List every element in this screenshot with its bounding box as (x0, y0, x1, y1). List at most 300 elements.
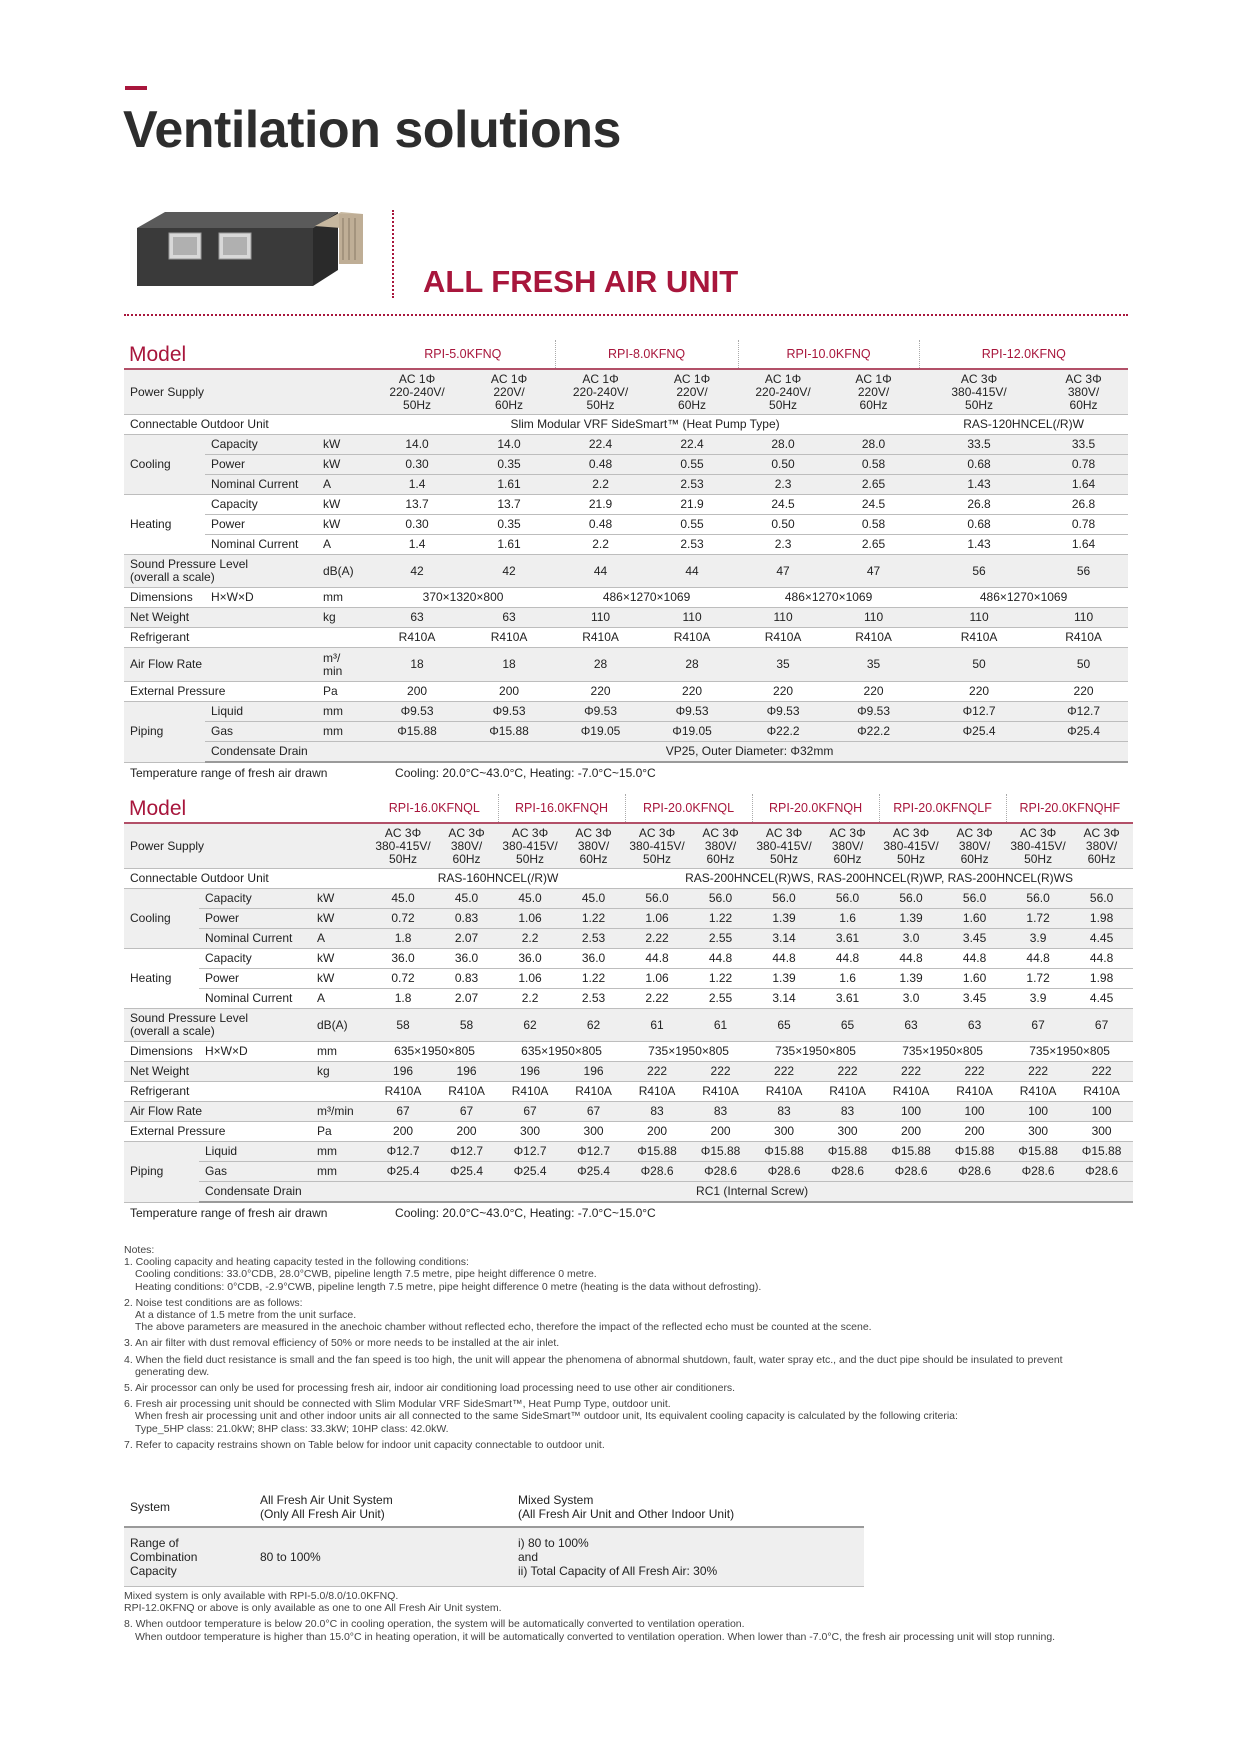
cell: 222 (879, 1062, 943, 1082)
cell: 44.8 (879, 949, 943, 969)
cell: Φ15.88 (879, 1142, 943, 1162)
row-label: Condensate Drain (199, 1182, 371, 1203)
horizontal-divider (124, 314, 1128, 316)
cell: 24.5 (738, 495, 828, 515)
sound-label: Sound Pressure Level (overall a scale) (124, 555, 317, 588)
model-row (124, 340, 1128, 369)
note: When fresh air processing unit and other indoor units air all connected to the same SideSmart™ outdoor unit, Its equivalent cooling capacity is calculated by the following criteria: (135, 1410, 958, 1423)
notes-heading: Notes: (124, 1244, 155, 1256)
cell: 222 (1006, 1062, 1070, 1082)
cell: 2.55 (689, 989, 752, 1009)
cell: 2.2 (555, 475, 646, 495)
note: 1. Cooling capacity and heating capacity tested in the following conditions: (124, 1256, 469, 1269)
cell: 67 (498, 1102, 562, 1122)
cell: R410A (1006, 1082, 1070, 1102)
cell: 220 (919, 682, 1039, 702)
cell: 1.22 (562, 969, 625, 989)
unit-label: kW (317, 455, 371, 475)
power-supply-label: Power Supply (124, 369, 371, 415)
row-label: Gas (199, 1162, 311, 1182)
cell: Φ15.88 (689, 1142, 752, 1162)
table-row (124, 889, 1133, 909)
cell: 22.4 (555, 435, 646, 455)
table-row (124, 702, 1128, 722)
model-label: Model (124, 340, 371, 369)
weight-label: Net Weight (124, 608, 317, 628)
cell: 44 (646, 555, 738, 588)
table-row (124, 949, 1133, 969)
power-supply-cell: AC 3Φ 380V/ 60Hz (943, 823, 1006, 869)
cell: 0.72 (371, 969, 435, 989)
cell: 1.72 (1006, 969, 1070, 989)
cell: 100 (1070, 1102, 1133, 1122)
power-supply-cell: AC 3Φ 380V/ 60Hz (1070, 823, 1133, 869)
notes-section-2 (124, 1590, 1144, 1647)
refrigerant-row (124, 628, 1128, 648)
cell: 36.0 (371, 949, 435, 969)
pressure-label: External Pressure (124, 682, 317, 702)
cell: 3.61 (816, 989, 879, 1009)
refrigerant-label: Refrigerant (124, 628, 371, 648)
cell: Φ9.53 (371, 702, 463, 722)
cell: 14.0 (371, 435, 463, 455)
unit-label: mm (317, 588, 371, 608)
note: Mixed system is only available with RPI-5.0/8.0/10.0KFNQ. (124, 1590, 399, 1602)
table-row (124, 929, 1133, 949)
cell: 63 (371, 608, 463, 628)
cell: 0.83 (435, 969, 498, 989)
cell: Φ15.88 (625, 1142, 689, 1162)
cell: 0.30 (371, 515, 463, 535)
table-row (124, 455, 1128, 475)
cell: Φ15.88 (816, 1142, 879, 1162)
cell: R410A (646, 628, 738, 648)
pressure-label: External Pressure (124, 1122, 311, 1142)
note: 3. An air filter with dust removal efficiency of 50% or more needs to be installed at the air inlet. (124, 1337, 560, 1350)
cell: 0.78 (1039, 455, 1128, 475)
table-row (124, 535, 1128, 555)
cell: 45.0 (435, 889, 498, 909)
row-label: Capacity (205, 435, 317, 455)
cell: 4.45 (1070, 929, 1133, 949)
cell: 2.53 (646, 475, 738, 495)
row-label: Condensate Drain (205, 742, 371, 763)
unit-label: m³/ min (317, 648, 371, 682)
cell: 45.0 (498, 889, 562, 909)
note: Heating conditions: 0°CDB, -2.9°CWB, pipeline length 7.5 metre, pipe height difference 0 metre (heating is the data without defrosting). (135, 1280, 762, 1293)
cell: 44.8 (752, 949, 816, 969)
unit-label: kW (311, 949, 371, 969)
unit-label: A (311, 929, 371, 949)
cell: R410A (555, 628, 646, 648)
model-name: RPI-20.0KFNQH (752, 794, 879, 823)
note: The above parameters are measured in the anechoic chamber without reflected echo, therefore the impact of the reflected echo must be counted at the scene. (135, 1321, 872, 1334)
cell: R410A (943, 1082, 1006, 1102)
cell: 2.65 (828, 535, 919, 555)
system-cell: i) 80 to 100% and ii) Total Capacity of All Fresh Air: 30% (512, 1527, 864, 1587)
cell: 3.45 (943, 989, 1006, 1009)
model-name: RPI-10.0KFNQ (738, 340, 919, 369)
outdoor-unit-label: Connectable Outdoor Unit (124, 415, 371, 435)
table-row (124, 989, 1133, 1009)
note: 7. Refer to capacity restrains shown on Table below for indoor unit capacity connectable to outdoor unit. (124, 1438, 605, 1451)
cell: 3.9 (1006, 989, 1070, 1009)
temp-label: Temperature range of fresh air drawn (124, 1202, 371, 1223)
power-supply-label: Power Supply (124, 823, 371, 869)
power-supply-row (124, 823, 1133, 869)
cell: 1.72 (1006, 909, 1070, 929)
table-row (124, 1527, 864, 1587)
note: 4. When the field duct resistance is small and the fan speed is too high, the unit will appear the phenomena of abnormal shutdown, fault, water spray etc., and the duct pipe should be insulated to prevent (124, 1353, 1063, 1366)
cell: Φ25.4 (435, 1162, 498, 1182)
cell: 735×1950×805 (879, 1042, 1006, 1062)
cell: R410A (919, 628, 1039, 648)
cell: 1.22 (562, 909, 625, 929)
table-row (124, 969, 1133, 989)
outdoor-unit-row (124, 869, 1133, 889)
cell: 1.06 (625, 909, 689, 929)
cell: Φ19.05 (646, 722, 738, 742)
cell: 36.0 (435, 949, 498, 969)
airflow-label: Air Flow Rate (124, 648, 317, 682)
power-supply-cell: AC 3Φ 380-415V/ 50Hz (625, 823, 689, 869)
cell: Φ19.05 (555, 722, 646, 742)
cell: 200 (371, 1122, 435, 1142)
dimensions-label: Dimensions (124, 588, 205, 608)
cell: R410A (1070, 1082, 1133, 1102)
cell: 200 (371, 682, 463, 702)
cell: Φ22.2 (738, 722, 828, 742)
cell: 635×1950×805 (371, 1042, 498, 1062)
cell: 22.4 (646, 435, 738, 455)
power-supply-cell: AC 3Φ 380-415V/ 50Hz (498, 823, 562, 869)
cell: Φ15.88 (1070, 1142, 1133, 1162)
cell: 67 (371, 1102, 435, 1122)
cell: 196 (435, 1062, 498, 1082)
cell: 100 (879, 1102, 943, 1122)
cell: 56 (919, 555, 1039, 588)
cell: Φ25.4 (1039, 722, 1128, 742)
cell: 67 (1006, 1009, 1070, 1042)
unit-label: kg (317, 608, 371, 628)
unit-label: kW (311, 889, 371, 909)
cell: 1.60 (943, 909, 1006, 929)
cell: 3.61 (816, 929, 879, 949)
system-header: System (124, 1488, 254, 1527)
cell: 2.53 (562, 989, 625, 1009)
cell: 220 (1039, 682, 1128, 702)
cell: R410A (828, 628, 919, 648)
cell: 42 (371, 555, 463, 588)
note: At a distance of 1.5 metre from the unit surface. (135, 1309, 357, 1322)
cell: 58 (435, 1009, 498, 1042)
cell: 196 (562, 1062, 625, 1082)
refrigerant-row (124, 1082, 1133, 1102)
cell: 486×1270×1069 (738, 588, 919, 608)
row-label: Power (205, 515, 317, 535)
cell: Φ28.6 (689, 1162, 752, 1182)
cell: 56.0 (1070, 889, 1133, 909)
cell: 222 (1070, 1062, 1133, 1082)
cell: 2.22 (625, 929, 689, 949)
cell: 100 (1006, 1102, 1070, 1122)
outdoor-unit-row (124, 415, 1128, 435)
cell: 3.14 (752, 989, 816, 1009)
cell: 1.06 (625, 969, 689, 989)
cell: 35 (738, 648, 828, 682)
unit-label: A (317, 535, 371, 555)
cell: Φ28.6 (1006, 1162, 1070, 1182)
power-supply-cell: AC 3Φ 380V/ 60Hz (562, 823, 625, 869)
cell: 28.0 (828, 435, 919, 455)
cell: 45.0 (371, 889, 435, 909)
outdoor-unit-value: Slim Modular VRF SideSmart™ (Heat Pump Type) (371, 415, 919, 435)
cell: 18 (463, 648, 555, 682)
cell: 200 (879, 1122, 943, 1142)
cell: 0.58 (828, 455, 919, 475)
cell: Φ28.6 (625, 1162, 689, 1182)
cell: 26.8 (919, 495, 1039, 515)
cell: 300 (562, 1122, 625, 1142)
cell: 44.8 (689, 949, 752, 969)
power-supply-cell: AC 1Φ 220V/ 60Hz (463, 369, 555, 415)
cell: 2.3 (738, 475, 828, 495)
cell: 45.0 (562, 889, 625, 909)
dimensions-row (124, 1042, 1133, 1062)
cell: 1.39 (879, 969, 943, 989)
pressure-row (124, 1122, 1133, 1142)
cell: 13.7 (371, 495, 463, 515)
system-header: All Fresh Air Unit System (Only All Fresh Air Unit) (254, 1488, 512, 1527)
cell: 2.2 (555, 535, 646, 555)
cell: 3.9 (1006, 929, 1070, 949)
temp-value: Cooling: 20.0°C~43.0°C, Heating: -7.0°C~15.0°C (371, 1202, 1133, 1223)
cell: 0.55 (646, 515, 738, 535)
system-cell: 80 to 100% (254, 1527, 512, 1587)
spec-table-1 (124, 340, 1128, 783)
cell: 200 (435, 1122, 498, 1142)
cell: 110 (738, 608, 828, 628)
cell: 222 (689, 1062, 752, 1082)
table-row (124, 475, 1128, 495)
cell: Φ22.2 (828, 722, 919, 742)
cell: 220 (738, 682, 828, 702)
cell: 1.61 (463, 475, 555, 495)
model-name: RPI-16.0KFNQH (498, 794, 625, 823)
outdoor-unit-value: RAS-160HNCEL(/R)W (371, 869, 625, 889)
cell: 222 (816, 1062, 879, 1082)
model-name: RPI-16.0KFNQL (371, 794, 498, 823)
cell: 0.83 (435, 909, 498, 929)
cell: 62 (562, 1009, 625, 1042)
cell: 1.43 (919, 475, 1039, 495)
note: RPI-12.0KFNQ or above is only available as one to one All Fresh Air Unit system. (124, 1602, 502, 1615)
cell: 28 (646, 648, 738, 682)
row-label: Capacity (199, 949, 311, 969)
row-label: Liquid (205, 702, 317, 722)
cell: 2.53 (646, 535, 738, 555)
cell: 1.98 (1070, 909, 1133, 929)
table-row (124, 515, 1128, 535)
cell: VP25, Outer Diameter: Φ32mm (371, 742, 1128, 763)
temp-value: Cooling: 20.0°C~43.0°C, Heating: -7.0°C~15.0°C (371, 762, 1128, 783)
cell: R410A (463, 628, 555, 648)
cell: 0.68 (919, 455, 1039, 475)
airflow-row (124, 648, 1128, 682)
temp-row (124, 762, 1128, 783)
cell: 0.58 (828, 515, 919, 535)
unit-label: kg (311, 1062, 371, 1082)
cell: 1.4 (371, 535, 463, 555)
cell: R410A (562, 1082, 625, 1102)
cell: 24.5 (828, 495, 919, 515)
cell: 300 (752, 1122, 816, 1142)
cell: 300 (1070, 1122, 1133, 1142)
vertical-divider (392, 210, 394, 298)
unit-label: A (317, 475, 371, 495)
temp-label: Temperature range of fresh air drawn (124, 762, 371, 783)
unit-label: kW (317, 435, 371, 455)
cell: 2.53 (562, 929, 625, 949)
unit-label: Pa (317, 682, 371, 702)
cell: 735×1950×805 (625, 1042, 752, 1062)
cell: Φ28.6 (1070, 1162, 1133, 1182)
cell: 1.98 (1070, 969, 1133, 989)
cell: 63 (943, 1009, 1006, 1042)
table-row (124, 1182, 1133, 1203)
pressure-row (124, 682, 1128, 702)
cell: 1.61 (463, 535, 555, 555)
row-label: Gas (205, 722, 317, 742)
power-supply-cell: AC 1Φ 220-240V/ 50Hz (555, 369, 646, 415)
cell: Φ12.7 (498, 1142, 562, 1162)
dimensions-row (124, 588, 1128, 608)
cooling-label: Cooling (124, 889, 199, 949)
model-label: Model (124, 794, 371, 823)
row-label: H×W×D (199, 1042, 311, 1062)
cell: Φ25.4 (919, 722, 1039, 742)
note: 5. Air processor can only be used for processing fresh air, indoor air conditioning load processing need to use other air conditioners. (124, 1382, 736, 1395)
note: generating dew. (135, 1365, 210, 1378)
cell: 1.22 (689, 909, 752, 929)
system-cell: Range of Combination Capacity (124, 1527, 254, 1587)
cell: R410A (625, 1082, 689, 1102)
cell: 300 (816, 1122, 879, 1142)
sound-row (124, 555, 1128, 588)
cell: 3.45 (943, 929, 1006, 949)
cell: 1.64 (1039, 475, 1128, 495)
cell: 56.0 (1006, 889, 1070, 909)
weight-row (124, 608, 1128, 628)
model-name: RPI-20.0KFNQLF (879, 794, 1006, 823)
cell: 35 (828, 648, 919, 682)
cell: Φ12.7 (371, 1142, 435, 1162)
section-subtitle: ALL FRESH AIR UNIT (423, 264, 739, 299)
row-label: Capacity (205, 495, 317, 515)
power-supply-cell: AC 1Φ 220V/ 60Hz (646, 369, 738, 415)
notes-section (124, 1244, 1144, 1455)
cell: 61 (625, 1009, 689, 1042)
cell: 1.6 (816, 909, 879, 929)
unit-label: kW (311, 969, 371, 989)
cell: 735×1950×805 (1006, 1042, 1133, 1062)
system-header: Mixed System (All Fresh Air Unit and Other Indoor Unit) (512, 1488, 864, 1527)
cell: Φ25.4 (371, 1162, 435, 1182)
fresh-air-unit-image (133, 206, 369, 290)
cell: Φ15.88 (463, 722, 555, 742)
cell: 33.5 (919, 435, 1039, 455)
cell: 21.9 (646, 495, 738, 515)
table-row (124, 909, 1133, 929)
sound-row (124, 1009, 1133, 1042)
cell: 83 (752, 1102, 816, 1122)
cell: Φ9.53 (555, 702, 646, 722)
cell: 222 (625, 1062, 689, 1082)
page-title: Ventilation solutions (123, 101, 621, 159)
cell: 0.35 (463, 515, 555, 535)
cell: 83 (816, 1102, 879, 1122)
cell: 300 (498, 1122, 562, 1142)
refrigerant-label: Refrigerant (124, 1082, 371, 1102)
power-supply-cell: AC 3Φ 380V/ 60Hz (689, 823, 752, 869)
table-row (124, 435, 1128, 455)
cell: R410A (371, 1082, 435, 1102)
cell: 56.0 (625, 889, 689, 909)
table-row (124, 722, 1128, 742)
unit-label: m³/min (311, 1102, 371, 1122)
airflow-label: Air Flow Rate (124, 1102, 311, 1122)
cell: 370×1320×800 (371, 588, 555, 608)
cell: R410A (816, 1082, 879, 1102)
cell: 110 (555, 608, 646, 628)
cell: 486×1270×1069 (919, 588, 1128, 608)
cell: 14.0 (463, 435, 555, 455)
cell: R410A (1039, 628, 1128, 648)
cell: 2.07 (435, 989, 498, 1009)
cell: 56 (1039, 555, 1128, 588)
cell: 222 (752, 1062, 816, 1082)
cell: Φ25.4 (498, 1162, 562, 1182)
cell: 2.22 (625, 989, 689, 1009)
cell: Φ12.7 (919, 702, 1039, 722)
unit-label: dB(A) (317, 555, 371, 588)
row-label: Capacity (199, 889, 311, 909)
cell: 1.06 (498, 969, 562, 989)
power-supply-cell: AC 3Φ 380V/ 60Hz (435, 823, 498, 869)
cell: 50 (919, 648, 1039, 682)
cell: 18 (371, 648, 463, 682)
unit-label: Pa (311, 1122, 371, 1142)
power-supply-cell: AC 1Φ 220-240V/ 50Hz (738, 369, 828, 415)
table-row (124, 495, 1128, 515)
cell: Φ9.53 (738, 702, 828, 722)
cell: 56.0 (752, 889, 816, 909)
cell: 220 (555, 682, 646, 702)
model-name: RPI-20.0KFNQHF (1006, 794, 1133, 823)
cell: Φ12.7 (435, 1142, 498, 1162)
cell: 1.06 (498, 909, 562, 929)
cell: 67 (435, 1102, 498, 1122)
cell: RC1 (Internal Screw) (371, 1182, 1133, 1203)
cell: 47 (738, 555, 828, 588)
outdoor-unit-label: Connectable Outdoor Unit (124, 869, 371, 889)
cell: 1.8 (371, 989, 435, 1009)
table-row (124, 1488, 864, 1527)
cell: 0.50 (738, 455, 828, 475)
cell: 110 (646, 608, 738, 628)
table-row (124, 742, 1128, 763)
cell: 1.39 (879, 909, 943, 929)
